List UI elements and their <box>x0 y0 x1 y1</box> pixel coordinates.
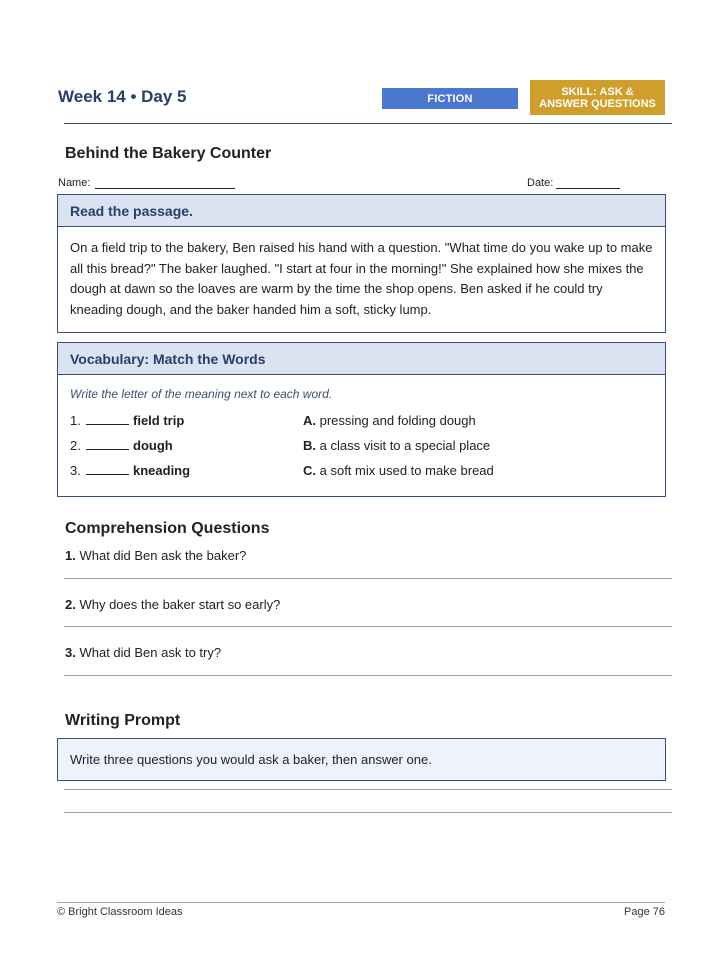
vocab-number: 2. <box>70 438 81 453</box>
vocab-answer-blank[interactable] <box>86 464 129 475</box>
definition-letter: C. <box>303 463 316 478</box>
answer-line[interactable] <box>64 578 672 579</box>
question-text: What did Ben ask to try? <box>79 645 222 660</box>
name-field-line[interactable] <box>95 188 235 189</box>
definition-text: pressing and folding dough <box>319 413 476 428</box>
vocab-number: 3. <box>70 463 81 478</box>
skill-tag: SKILL: ASK & ANSWER QUESTIONS <box>530 80 665 115</box>
comprehension-heading: Comprehension Questions <box>65 520 270 537</box>
question-item <box>65 645 221 660</box>
vocab-answer-blank[interactable] <box>86 439 129 450</box>
passage-box <box>57 194 666 333</box>
date-label: Date: <box>527 177 554 189</box>
story-title: Behind the Bakery Counter <box>65 145 272 162</box>
vocab-word: field trip <box>133 413 185 428</box>
vocab-word-row <box>70 463 190 478</box>
question-text: Why does the baker start so early? <box>79 597 281 612</box>
footer-divider <box>57 902 665 903</box>
question-number: 2. <box>65 597 76 612</box>
vocab-definition-row <box>303 463 494 478</box>
passage-text: On a field trip to the bakery, Ben raised his hand with a question. "What time do you wake up to make all this bread?" The baker laughed. "I start at four in the morning!" She explained how she mixes the dough at dawn so the loaves are warm by the time the shop opens. Ben asked if he could try kneading dough, and the baker handed him a soft, sticky lump. <box>70 240 653 317</box>
vocab-word-row <box>70 413 184 428</box>
vocab-definition-row <box>303 413 476 428</box>
vocab-word: kneading <box>133 463 191 478</box>
question-number: 1. <box>65 548 76 563</box>
definition-text: a soft mix used to make bread <box>319 463 494 478</box>
definition-letter: A. <box>303 413 316 428</box>
definition-letter: B. <box>303 438 316 453</box>
vocabulary-box <box>57 342 666 497</box>
page-number: Page 76 <box>624 906 665 918</box>
genre-tag: FICTION <box>382 88 518 109</box>
question-number: 3. <box>65 645 76 660</box>
header-divider <box>64 123 672 124</box>
definition-text: a class visit to a special place <box>319 438 491 453</box>
vocab-number: 1. <box>70 413 81 428</box>
answer-line[interactable] <box>64 789 672 790</box>
question-text: What did Ben ask the baker? <box>79 548 247 563</box>
vocab-word: dough <box>133 438 173 453</box>
footer-copyright: © Bright Classroom Ideas <box>57 906 183 918</box>
writing-heading: Writing Prompt <box>65 712 181 729</box>
week-day-title: Week 14 • Day 5 <box>58 87 187 106</box>
vocab-word-row <box>70 438 173 453</box>
answer-line[interactable] <box>64 675 672 676</box>
question-item <box>65 548 246 563</box>
date-field-line[interactable] <box>556 188 620 189</box>
vocab-answer-blank[interactable] <box>86 414 129 425</box>
question-item <box>65 597 280 612</box>
vocab-definition-row <box>303 438 490 453</box>
answer-line[interactable] <box>64 626 672 627</box>
passage-heading: Read the passage. <box>58 195 665 227</box>
vocabulary-heading: Vocabulary: Match the Words <box>58 343 665 375</box>
answer-line[interactable] <box>64 812 672 813</box>
writing-prompt-box <box>57 738 666 781</box>
writing-prompt-text: Write three questions you would ask a baker, then answer one. <box>70 752 432 767</box>
vocabulary-instruction: Write the letter of the meaning next to each word. <box>70 387 333 401</box>
name-label: Name: <box>58 177 91 189</box>
